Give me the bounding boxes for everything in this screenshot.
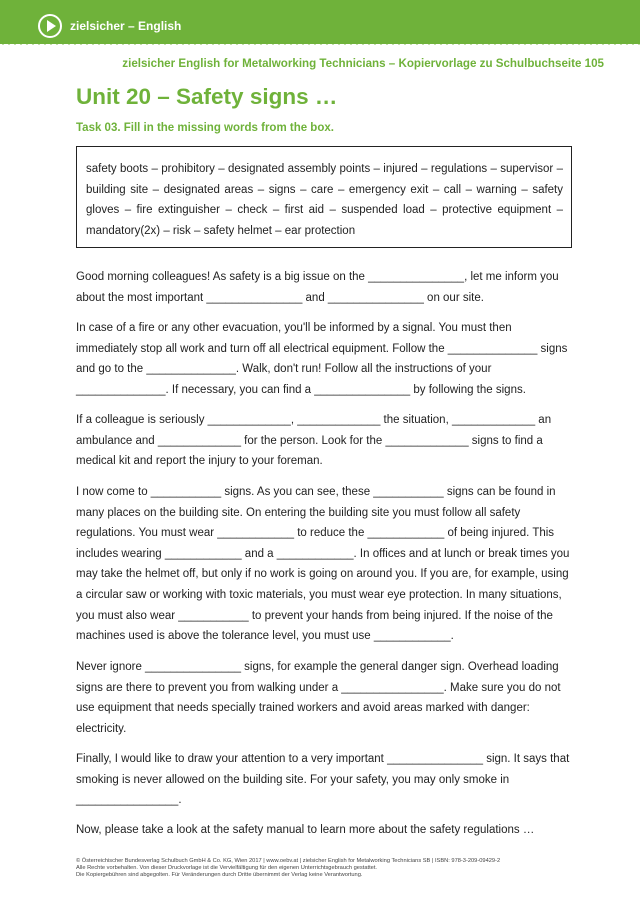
header-dotted-edge [0,40,640,50]
word-box: safety boots – prohibitory – designated assembly points – injured – regulations – supervisor – building site – designated areas – signs – care – emergency exit – call – warning – safety gloves – fire extinguisher – check – first aid – suspended load – protective equipment – mandatory(2x) – risk – safety helmet – ear protection [76,146,572,248]
brand-logo [38,14,181,38]
page-title: Unit 20 – Safety signs … [76,84,338,109]
paragraph-7: Now, please take a look at the safety manual to learn more about the safety regulations … [76,824,535,836]
brand-name: zielsicher – English [70,19,182,33]
paragraph-1: Good morning colleagues! As safety is a big issue on the _______________, let me inform you about the most important _______________ and _______________ on our site. [76,271,559,304]
play-icon [38,14,62,38]
paragraph-2: In case of a fire or any other evacuation, you'll be informed by a signal. You must then immediately stop all work and turn off all electrical equipment. Follow the ______________ signs and go to the ______________. Walk, don't run! Follow all the instructions of your ______________. If necessary, you can find a _______________ by following the signs. [76,322,568,396]
paragraph-4: I now come to ___________ signs. As you can see, these ___________ signs can be found in many places on the building site. On entering the building site you must follow all safety regulations. You must wear ____________ to reduce the ____________ of being injured. This includes wearing ____________ and a ____________. In offices and at lunch or break times you may take the helmet off, but only if no work is going on around you. If you are, for example, using a circular saw or working with toxic materials, you must wear eye protection. In many situations, you must also wear ___________ to prevent your hands from being injured. If the noise of the machines used is above the tolerance level, you must use ____________. [76,486,570,643]
task-instruction: Task 03. Fill in the missing words from the box. [76,122,334,134]
footer-line: © Österreichischer Bundesverlag Schulbuch GmbH & Co. KG, Wien 2017 | www.oebv.at | zielsicher English for Metalworking Technicians SB | ISBN: 978-3-209-09429-2 [76,858,501,864]
footer-line: Die Kopiergebühren sind abgegolten. Für Veränderungen durch Dritte übernimmt der Verlag keine Verantwortung. [76,872,363,878]
page-subtitle: zielsicher English for Metalworking Technicians – Kopiervorlage zu Schulbuchseite 105 [122,57,604,70]
footer [76,858,576,879]
footer-line: Alle Rechte vorbehalten. Von dieser Druckvorlage ist die Vervielfältigung für den eigenen Unterrichtsgebrauch gestattet. [76,865,377,871]
paragraph-6: Finally, I would like to draw your attention to a very important _______________ sign. It says that smoking is never allowed on the building site. For your safety, you may only smoke in ________________. [76,753,570,807]
paragraph-3: If a colleague is seriously _____________, _____________ the situation, _____________ an ambulance and _____________ for the person. Look for the _____________ signs to find a medical kit and report the injury to your foreman. [76,414,552,468]
paragraph-5: Never ignore _______________ signs, for example the general danger sign. Overhead loading signs are there to prevent you from walking under a ________________. Make sure you do not use equipment that needs specially trained workers and avoid areas marked with danger: electricity. [76,661,561,735]
